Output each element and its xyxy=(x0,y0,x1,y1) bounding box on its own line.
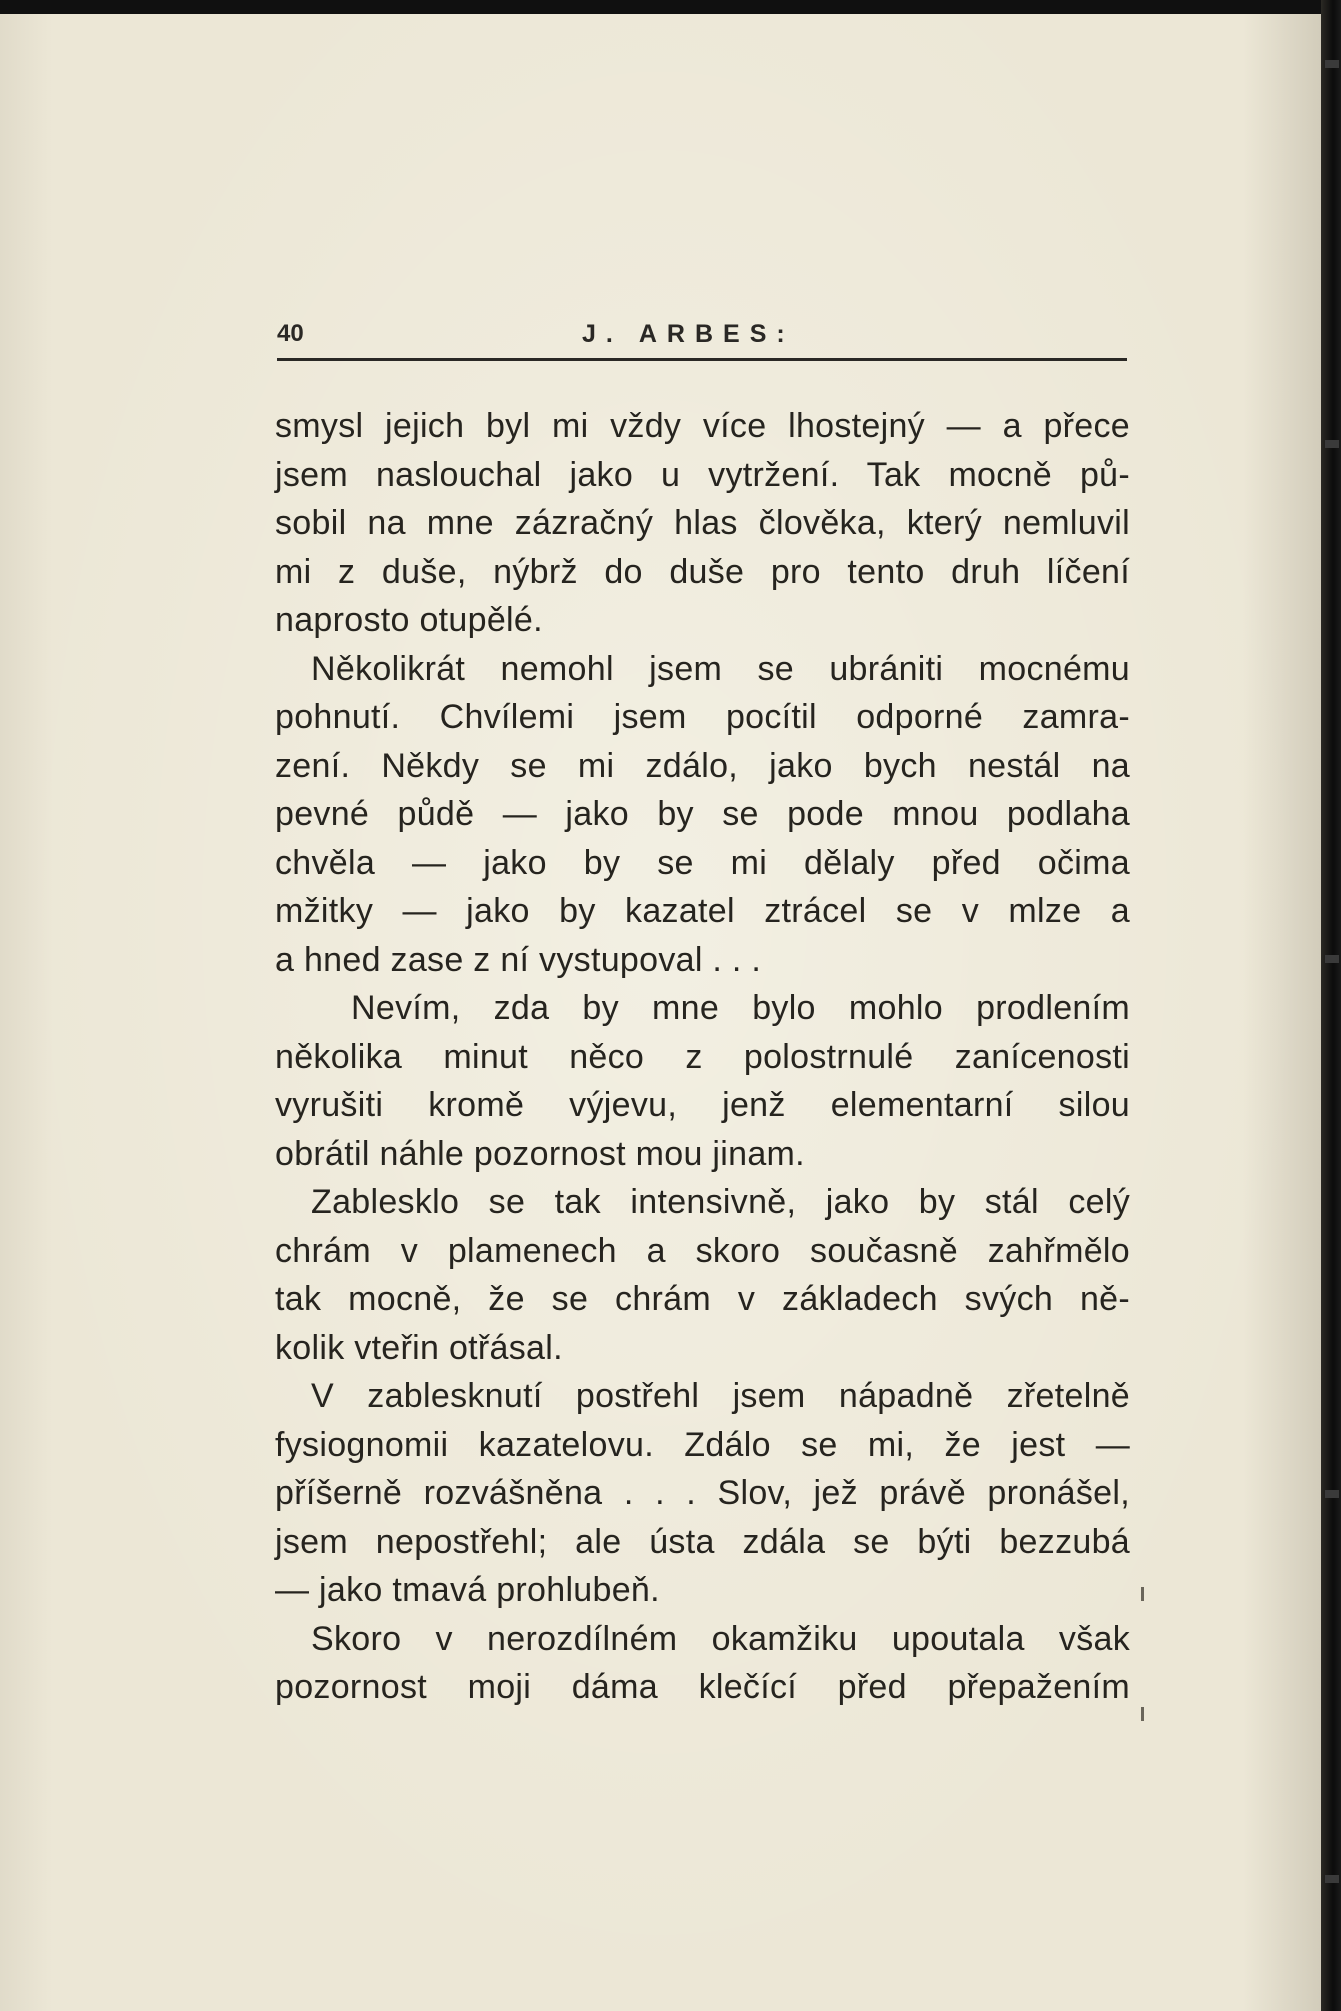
text-line: chvěla — jako by se mi dělaly před očima xyxy=(275,843,1130,882)
text-line: a hned zase z ní vystupoval . . . xyxy=(275,940,762,979)
spine-mark xyxy=(1325,1875,1339,1883)
text-line: několika minut něco z polostrnulé zanícenosti xyxy=(275,1037,1130,1076)
text-line: zení. Někdy se mi zdálo, jako bych nestál na xyxy=(275,746,1130,785)
text-line: kolik vteřin otřásal. xyxy=(275,1328,563,1367)
margin-mark xyxy=(1141,1587,1144,1601)
text-line: mžitky — jako by kazatel ztrácel se v mlze a xyxy=(275,892,1130,930)
page-header xyxy=(277,310,1127,361)
spine-mark xyxy=(1325,1490,1339,1498)
text-line: V zablesknutí postřehl jsem nápadně zřetelně xyxy=(311,1377,1130,1415)
margin-mark xyxy=(1141,1707,1144,1721)
text-line: Skoro v nerozdílném okamžiku upoutala však xyxy=(311,1619,1130,1658)
text-line: pozornost moji dáma klečící před přepažením xyxy=(275,1668,1130,1706)
text-line: Několikrát nemohl jsem se ubrániti mocnému xyxy=(311,649,1130,688)
text-line: jsem naslouchal jako u vytržení. Tak mocně pů- xyxy=(275,455,1130,494)
text-line: obrátil náhle pozornost mou jinam. xyxy=(275,1134,805,1173)
spine-mark xyxy=(1325,60,1339,68)
text-line: fysiognomii kazatelovu. Zdálo se mi, že jest — xyxy=(275,1425,1130,1464)
book-page xyxy=(0,14,1322,2011)
page-number: 40 xyxy=(277,320,304,347)
running-head: J. ARBES: xyxy=(582,320,795,348)
text-line: smysl jejich byl mi vždy více lhostejný — a přece xyxy=(275,407,1130,445)
text-line: chrám v plamenech a skoro současně zahřmělo xyxy=(275,1231,1130,1270)
body-text xyxy=(275,402,1130,1712)
spine-mark xyxy=(1325,955,1339,963)
text-line: pevné půdě — jako by se pode mnou podlaha xyxy=(275,795,1130,833)
text-line: Nevím, zda by mne bylo mohlo prodlením xyxy=(351,989,1130,1027)
text-line: naprosto otupělé. xyxy=(275,601,543,639)
text-line: sobil na mne zázračný hlas člověka, který nemluvil xyxy=(275,504,1130,542)
spine-mark xyxy=(1325,440,1339,448)
text-line: pohnutí. Chvílemi jsem pocítil odporné zamra- xyxy=(275,698,1130,736)
text-line: tak mocně, že se chrám v základech svých ně- xyxy=(275,1280,1130,1318)
book-spine-edge xyxy=(1321,0,1341,2011)
text-line: příšerně rozvášněna . . . Slov, jež právě pronášel, xyxy=(275,1474,1130,1512)
text-line: Zablesklo se tak intensivně, jako by stál celý xyxy=(311,1183,1130,1221)
text-line: mi z duše, nýbrž do duše pro tento druh líčení xyxy=(275,552,1130,591)
text-line: — jako tmavá prohlubeň. xyxy=(275,1571,660,1609)
text-line: vyrušiti kromě výjevu, jenž elementarní silou xyxy=(275,1086,1130,1124)
text-line: jsem nepostřehl; ale ústa zdála se býti bezzubá xyxy=(275,1522,1130,1561)
